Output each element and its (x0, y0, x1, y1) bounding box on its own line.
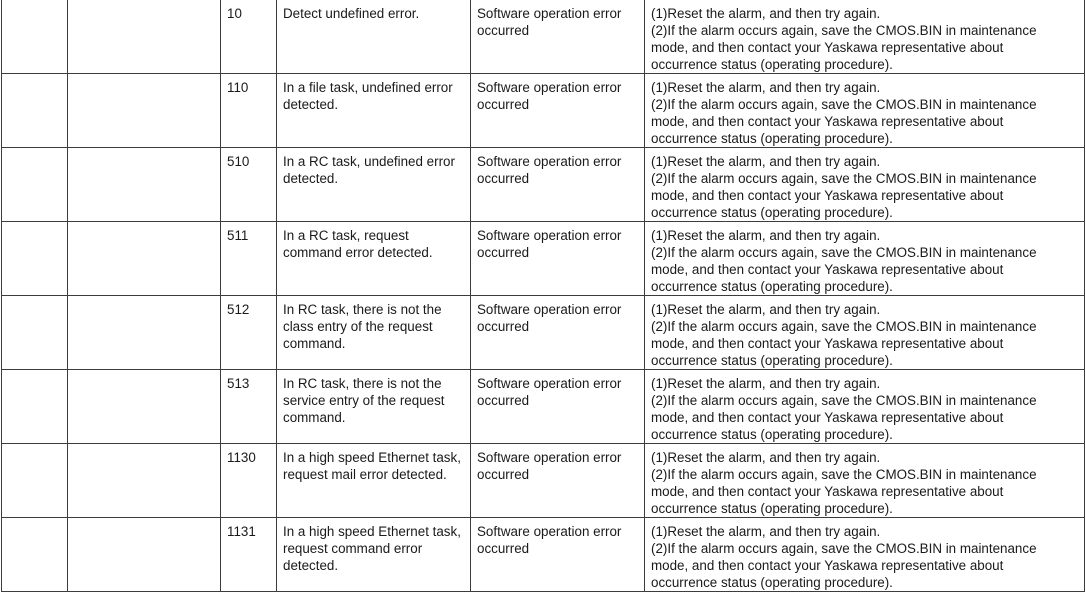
sub-code-cell: 512 (221, 296, 277, 370)
remedy-step-1: (1)Reset the alarm, and then try again. (651, 376, 881, 391)
cause-cell: Software operation error occurred (471, 444, 645, 518)
remedy-cell (645, 148, 1085, 222)
table-row (2, 518, 1085, 592)
cause-cell: Software operation error occurred (471, 74, 645, 148)
remedy-step-1: (1)Reset the alarm, and then try again. (651, 154, 881, 169)
remedy-step-1: (1)Reset the alarm, and then try again. (651, 6, 881, 21)
remedy-cell (645, 0, 1085, 74)
alarm-name-cell (68, 518, 221, 592)
meaning-cell: In a RC task, request command error detected. (277, 222, 471, 296)
alarm-number-cell (2, 0, 68, 74)
sub-code-cell: 513 (221, 370, 277, 444)
alarm-number-cell (2, 370, 68, 444)
meaning-cell: In RC task, there is not the class entry of the request command. (277, 296, 471, 370)
remedy-step-2: (2)If the alarm occurs again, save the CMOS.BIN in maintenance (651, 541, 1037, 556)
sub-code-cell: 110 (221, 74, 277, 148)
remedy-step-2-end: occurrence status (operating procedure). (651, 575, 893, 590)
cause-cell: Software operation error occurred (471, 148, 645, 222)
cause-cell: Software operation error occurred (471, 222, 645, 296)
alarm-name-cell (68, 148, 221, 222)
remedy-step-2-cont: mode, and then contact your Yaskawa representative about (651, 188, 1004, 203)
remedy-step-2-end: occurrence status (operating procedure). (651, 57, 893, 72)
alarm-name-cell (68, 296, 221, 370)
alarm-number-cell (2, 518, 68, 592)
sub-code-cell: 1130 (221, 444, 277, 518)
table-row (2, 148, 1085, 222)
sub-code-cell: 10 (221, 0, 277, 74)
remedy-step-2-end: occurrence status (operating procedure). (651, 205, 893, 220)
table-row (2, 444, 1085, 518)
sub-code-cell: 1131 (221, 518, 277, 592)
remedy-step-2: (2)If the alarm occurs again, save the CMOS.BIN in maintenance (651, 171, 1037, 186)
table-row (2, 370, 1085, 444)
remedy-step-2-end: occurrence status (operating procedure). (651, 131, 893, 146)
meaning-cell: In a file task, undefined error detected. (277, 74, 471, 148)
meaning-cell: In a high speed Ethernet task, request mail error detected. (277, 444, 471, 518)
remedy-cell (645, 518, 1085, 592)
remedy-step-2: (2)If the alarm occurs again, save the CMOS.BIN in maintenance (651, 245, 1037, 260)
meaning-cell: In a high speed Ethernet task, request command error detected. (277, 518, 471, 592)
remedy-cell (645, 370, 1085, 444)
alarm-name-cell (68, 370, 221, 444)
meaning-cell: Detect undefined error. (277, 0, 471, 74)
cause-cell: Software operation error occurred (471, 0, 645, 74)
cause-cell: Software operation error occurred (471, 296, 645, 370)
remedy-step-2-end: occurrence status (operating procedure). (651, 279, 893, 294)
alarm-number-cell (2, 222, 68, 296)
remedy-step-2-cont: mode, and then contact your Yaskawa representative about (651, 336, 1004, 351)
remedy-step-1: (1)Reset the alarm, and then try again. (651, 450, 881, 465)
remedy-cell (645, 296, 1085, 370)
alarm-number-cell (2, 74, 68, 148)
remedy-step-1: (1)Reset the alarm, and then try again. (651, 228, 881, 243)
remedy-step-2-end: occurrence status (operating procedure). (651, 353, 893, 368)
cause-cell: Software operation error occurred (471, 518, 645, 592)
meaning-cell: In a RC task, undefined error detected. (277, 148, 471, 222)
remedy-step-2-cont: mode, and then contact your Yaskawa representative about (651, 262, 1004, 277)
meaning-cell: In RC task, there is not the service entry of the request command. (277, 370, 471, 444)
remedy-step-2-cont: mode, and then contact your Yaskawa representative about (651, 410, 1004, 425)
remedy-step-2-cont: mode, and then contact your Yaskawa representative about (651, 558, 1004, 573)
remedy-step-2: (2)If the alarm occurs again, save the CMOS.BIN in maintenance (651, 393, 1037, 408)
remedy-step-2: (2)If the alarm occurs again, save the CMOS.BIN in maintenance (651, 319, 1037, 334)
remedy-step-2: (2)If the alarm occurs again, save the CMOS.BIN in maintenance (651, 97, 1037, 112)
cause-cell: Software operation error occurred (471, 370, 645, 444)
alarm-name-cell (68, 444, 221, 518)
remedy-cell (645, 222, 1085, 296)
remedy-step-2: (2)If the alarm occurs again, save the CMOS.BIN in maintenance (651, 467, 1037, 482)
remedy-step-1: (1)Reset the alarm, and then try again. (651, 302, 881, 317)
remedy-step-2: (2)If the alarm occurs again, save the CMOS.BIN in maintenance (651, 23, 1037, 38)
remedy-step-1: (1)Reset the alarm, and then try again. (651, 524, 881, 539)
remedy-step-2-cont: mode, and then contact your Yaskawa representative about (651, 40, 1004, 55)
remedy-step-2-end: occurrence status (operating procedure). (651, 427, 893, 442)
table-row (2, 74, 1085, 148)
alarm-name-cell (68, 0, 221, 74)
remedy-step-2-cont: mode, and then contact your Yaskawa representative about (651, 114, 1004, 129)
remedy-step-2-end: occurrence status (operating procedure). (651, 501, 893, 516)
alarm-number-cell (2, 444, 68, 518)
remedy-cell (645, 444, 1085, 518)
remedy-step-2-cont: mode, and then contact your Yaskawa representative about (651, 484, 1004, 499)
table-row (2, 296, 1085, 370)
sub-code-cell: 511 (221, 222, 277, 296)
table-row (2, 0, 1085, 74)
alarm-number-cell (2, 296, 68, 370)
alarm-name-cell (68, 222, 221, 296)
alarm-number-cell (2, 148, 68, 222)
sub-code-cell: 510 (221, 148, 277, 222)
alarm-name-cell (68, 74, 221, 148)
remedy-cell (645, 74, 1085, 148)
table-row (2, 222, 1085, 296)
remedy-step-1: (1)Reset the alarm, and then try again. (651, 80, 881, 95)
alarm-table (1, 0, 1085, 592)
